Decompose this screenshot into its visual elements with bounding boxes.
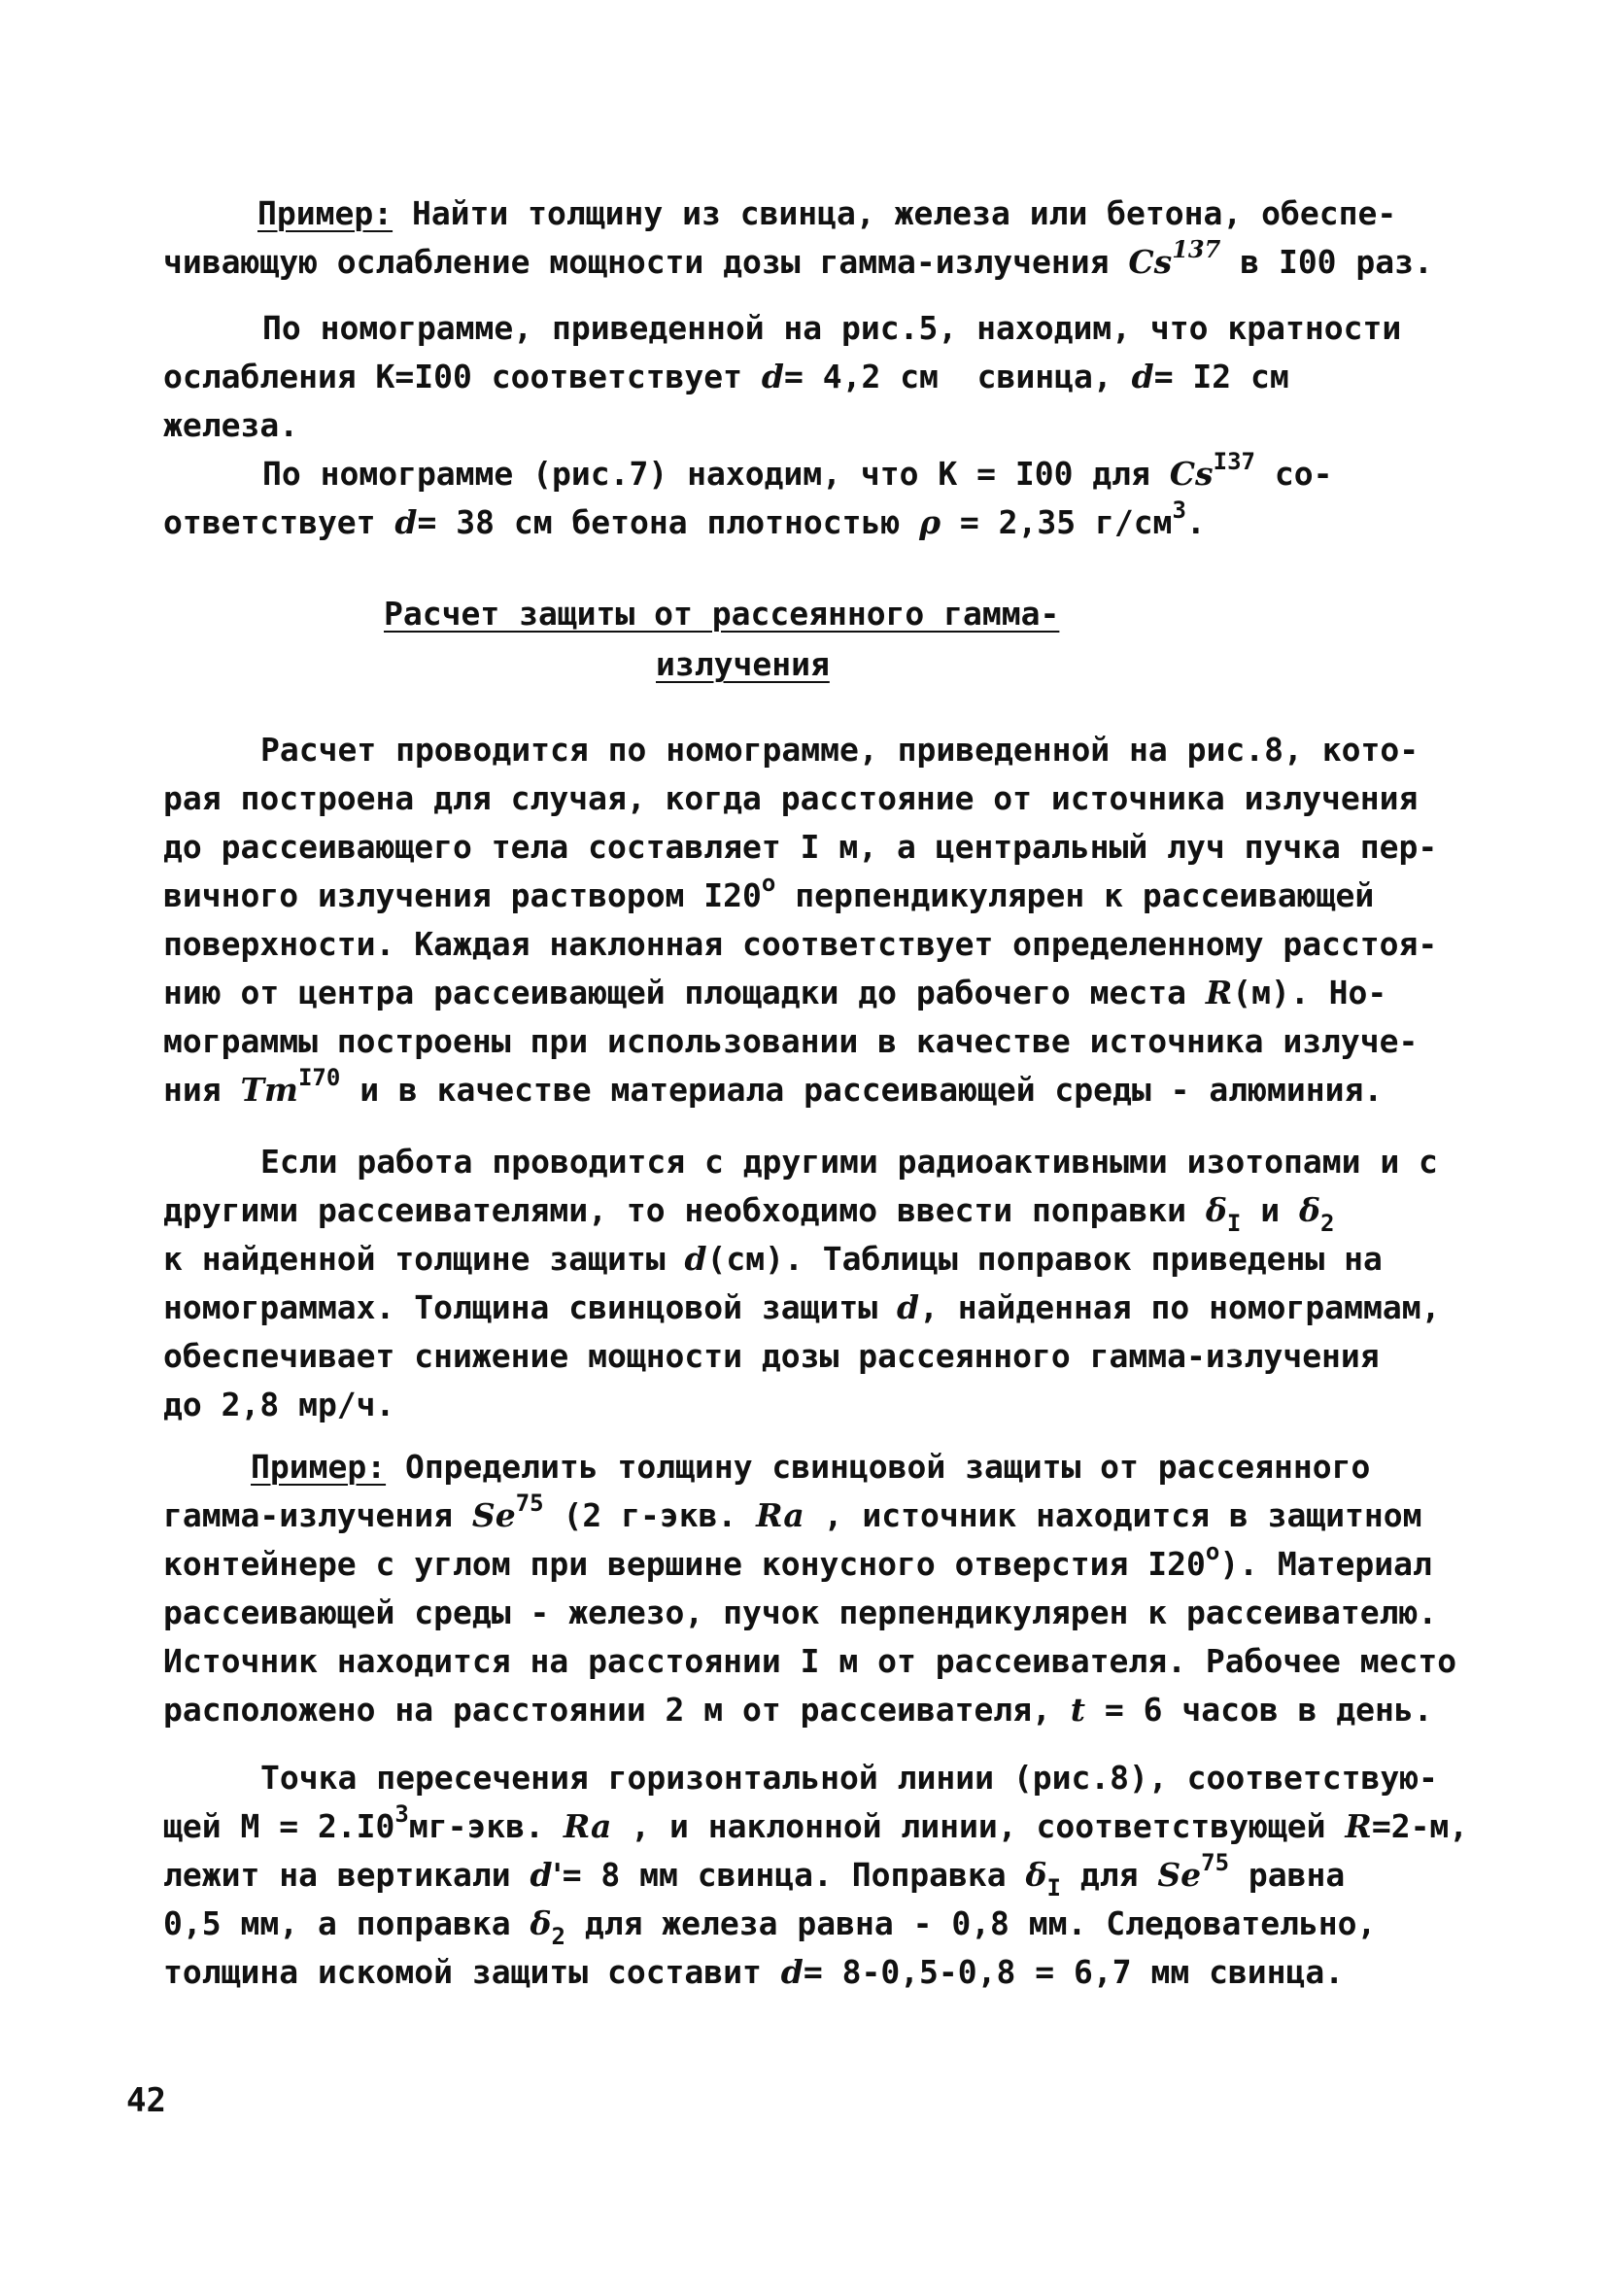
example-2-line-2: гамма-излучения Se$^{75}$ (2 г-экв. Ra , источник находится в защитном [163, 1490, 1422, 1534]
section-heading-line-1: Расчет защиты от рассеянного гамма- [384, 595, 1060, 633]
para-5-line-6: до 2,8 мр/ч. [163, 1386, 395, 1423]
example-2-line-5: Источник находится на расстоянии I м от рассеивателя. Рабочее место [163, 1642, 1457, 1680]
para-7-line-2: щей $М = 2.I0^3мг$-экв. Ra , и наклонной линии, соответствующей R=2-м, [163, 1800, 1469, 1845]
para-7-line-4: 0,5 мм, а поправка $\delta_2$ для железа равна - 0,8 мм. Следовательно, [163, 1904, 1377, 1950]
page-number: 42 [126, 2081, 166, 2120]
para-2-line-1: По номограмме, приведенной на рис.5, находим, что кратности [262, 309, 1402, 347]
example-2-line-1: Пример: Определить толщину свинцовой защиты от рассеянного [251, 1448, 1371, 1486]
para-4-line-8: ния $Tm^{I70}$ и в качестве материала рассеивающей среды - алюминия. [163, 1064, 1384, 1109]
example-label: Пример: [251, 1448, 387, 1486]
example-2-line-4: рассеивающей среды - железо, пучок перпендикулярен к рассеивателю. [163, 1593, 1438, 1631]
cs-symbol: Cs [1128, 243, 1173, 281]
section-heading-line-2: излучения [656, 645, 830, 683]
para-3-line-2: ответствует d= 38 см бетона плотностью ρ = 2,35 $г/см^3$. [163, 497, 1206, 541]
para-4-line-3: до рассеивающего тела составляет I м, а центральный луч пучка пер- [163, 828, 1438, 866]
para-4-line-2: рая построена для случая, когда расстояние от источника излучения [163, 779, 1419, 817]
para-4-line-6: нию от центра рассеивающей площадки до рабочего места R(м). Но- [163, 974, 1387, 1011]
para-4-line-1: Расчет проводится по номограмме, приведенной на рис.8, кото- [260, 731, 1420, 769]
para-7-line-3: лежит на вертикали d'= 8 мм свинца. Поправка $\delta_I$ для Se$^{75}$ равна [163, 1849, 1346, 1902]
para-4-line-7: мограммы построены при использовании в качестве источника излуче- [163, 1022, 1419, 1060]
para-4-line-4: вичного излучения раствором $I20^о$ перпендикулярен к рассеивающей [163, 870, 1375, 914]
example-1-line-1: Пример: Найти толщину из свинца, железа или бетона, обеспе- [257, 194, 1397, 232]
para-4-line-5: поверхности. Каждая наклонная соответствует определенному расстоя- [163, 925, 1438, 963]
example-2-line-3: контейнере с углом при вершине конусного отверстия $I20^о$). Материал [163, 1538, 1432, 1583]
para-3-line-1: По номограмме (рис.7) находим, что К = I00 для $Cs^{I37}$ со- [262, 448, 1333, 493]
example-2-line-6: расположено на расстоянии 2 м от рассеивателя, t = 6 часов в день. [163, 1691, 1433, 1729]
para-5-line-4: номограммах. Толщина свинцовой защиты d, найденная по номограммам, [163, 1288, 1441, 1326]
para-5-line-1: Если работа проводится с другими радиоактивными изотопами и с [260, 1143, 1438, 1181]
para-5-line-5: обеспечивает снижение мощности дозы рассеянного гамма-излучения [163, 1337, 1380, 1375]
para-2-line-3: железа. [163, 406, 299, 444]
para-5-line-2: другими рассеивателями, то необходимо ввести поправки $\delta_I$ и $\delta_2$ [163, 1191, 1335, 1237]
para-5-line-3: к найденной толщине защиты d(см). Таблицы поправок приведены на [163, 1240, 1383, 1278]
para-2-line-2: ослабления К=I00 соответствует d= 4,2 см свинца, d= I2 см [163, 358, 1289, 395]
para-7-line-1: Точка пересечения горизонтальной линии (рис.8), соответствую- [260, 1759, 1438, 1797]
example-1-line-2: чивающую ослабление мощности дозы гамма-излучения Cs$^{137}$ в I00 раз. [163, 235, 1433, 281]
para-7-line-5: толщина искомой защиты составит d= 8-0,5-0,8 = 6,7 мм свинца. [163, 1953, 1345, 1991]
example-label: Пример: [257, 194, 393, 232]
